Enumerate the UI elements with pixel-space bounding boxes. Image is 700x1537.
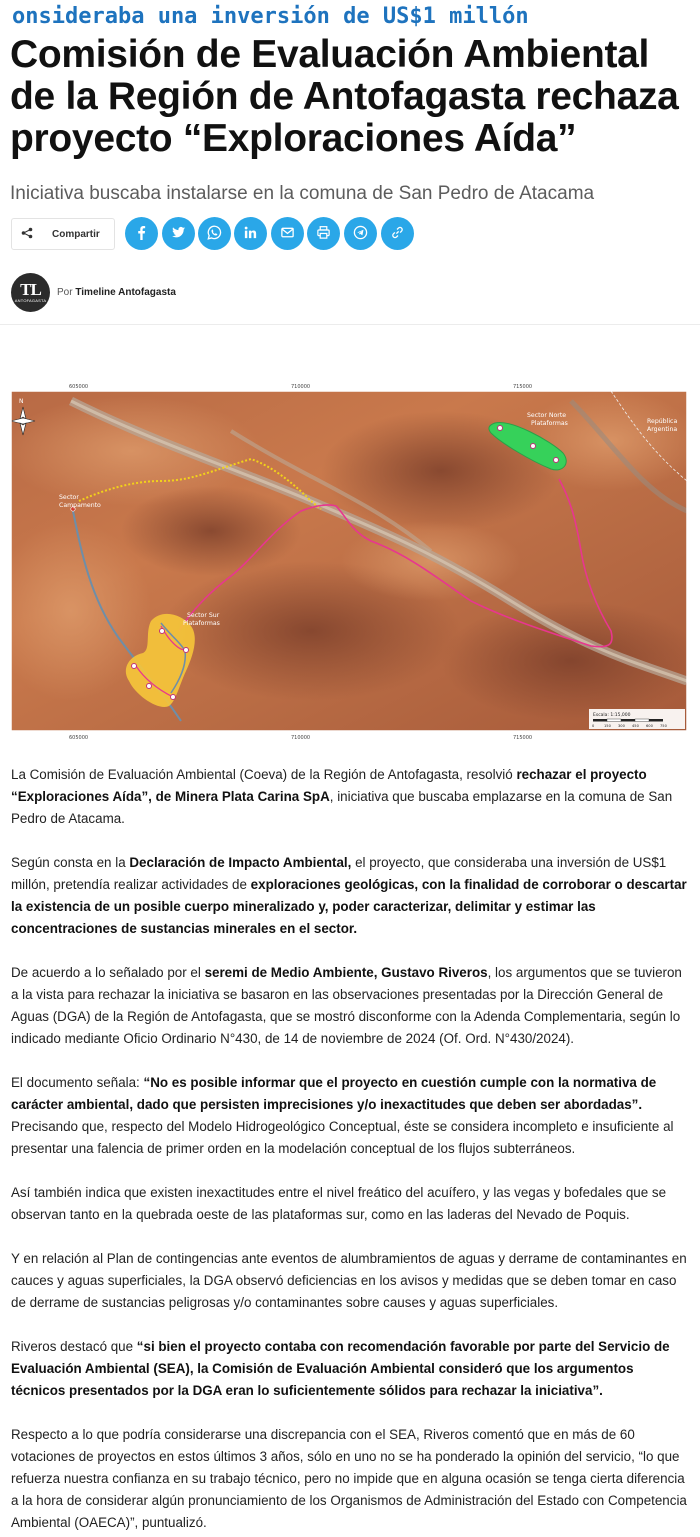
paragraph-8: Respecto a lo que podría considerarse una discrepancia con el SEA, Riveros comentó que en más de 60 votaciones de proyectos en estos últimos 3 años, sólo en uno no se ha ponderado la opinión del servicio, “lo que refuerza nuestra confianza en su trabajo técnico, pero no impide que en alguna ocasión se tenga cierta diferencia a la hora de considerar algún pronunciamiento de los Organismos de Administración del Estado con Competencia Ambiental (OAECA)”, puntualizó. (11, 1427, 687, 1530)
article-headline: Comisión de Evaluación Ambiental de la Región de Antofagasta rechaza proyecto “Exploraciones Aída” (10, 33, 679, 160)
paragraph-2: Según consta en la Declaración de Impacto Ambiental, el proyecto, que consideraba una inversión de US$1 millón, pretendía realizar actividades de exploraciones geológicas, con la finalidad de corroborar o descartar la existencia de un posible cuerpo mineralizado y, poder caracterizar, delimitar y estimar las concentraciones de sustancias minerales en el sector. (11, 855, 687, 936)
linkedin-share-button[interactable] (234, 217, 267, 250)
paragraph-7: Riveros destacó que “si bien el proyecto contaba con recomendación favorable por parte del Servicio de Evaluación Ambiental (SEA), la Comisión de Evaluación Ambiental consideró que los argumentos técnicos presentados por la DGA eran lo suficientemente sólidos para rechazar la iniciativa”. (11, 1339, 670, 1398)
linkedin-icon (243, 225, 258, 243)
telegram-share-button[interactable] (344, 217, 377, 250)
copy-link-button[interactable] (381, 217, 414, 250)
project-map-image (11, 381, 687, 741)
paragraph-6: Y en relación al Plan de contingencias ante eventos de alumbramientos de aguas y derrame de contaminantes en cauces y aguas superficiales, la DGA observó deficiencias en los avisos y medidas que se deben tomar en caso de derrame de sustancias peligrosas y/o contaminantes sobre causes y aguas superficiales. (11, 1251, 687, 1310)
grid-label-top-3: 715000 (513, 384, 533, 390)
email-share-button[interactable] (271, 217, 304, 250)
facebook-icon (134, 225, 149, 243)
print-button[interactable] (307, 217, 340, 250)
byline (57, 287, 176, 298)
scale-tick-4: 600 (646, 724, 653, 728)
facebook-share-button[interactable] (125, 217, 158, 250)
whatsapp-share-button[interactable] (198, 217, 231, 250)
map-scale-bar (589, 709, 685, 729)
paragraph-4: El documento señala: “No es posible informar que el proyecto en cuestión cumple con la normativa de carácter ambiental, dado que persisten imprecisiones y/o inexactitudes que deben ser abordadas”. Precisando que, respecto del Modelo Hidrogeológico Conceptual, éste se considera incompleto e insuficiente al presentar una falencia de primer orden en la modelación conceptual de los flujos subterráneos. (11, 1075, 674, 1156)
scale-tick-2: 300 (618, 724, 625, 728)
email-icon (280, 225, 295, 243)
telegram-icon (353, 225, 368, 243)
grid-label-bottom-1: 605000 (69, 735, 89, 741)
grid-label-top-2: 710000 (291, 384, 311, 390)
author-name-link[interactable]: Timeline Antofagasta (75, 287, 176, 298)
label-sur-2: Plataformas (183, 620, 220, 627)
scale-tick-5: 750 (660, 724, 667, 728)
copy-link-icon (390, 225, 405, 243)
label-argentina-2: Argentina (647, 426, 678, 433)
label-sur-1: Sector Sur (187, 612, 220, 619)
svg-text:N: N (19, 398, 24, 405)
grid-label-top-1: 605000 (69, 384, 89, 390)
share-label: Compartir (52, 228, 100, 240)
scale-tick-3: 450 (632, 724, 639, 728)
share-icon (12, 227, 42, 242)
label-norte-1: Sector Norte (527, 412, 567, 419)
scale-title: Escala: 1:15,000 (593, 713, 631, 718)
label-norte-2: Plataformas (531, 420, 568, 427)
avatar-caption: ANTOFAGASTA (14, 298, 47, 303)
article-subtitle: Iniciativa buscaba instalarse en la comuna de San Pedro de Atacama (10, 183, 595, 204)
label-campamento-1: Sector (59, 494, 79, 501)
ticker-text: onsideraba una inversión de US$1 millón (12, 4, 529, 29)
paragraph-3: De acuerdo a lo señalado por el seremi de Medio Ambiente, Gustavo Riveros, los argumentos que se tuvieron a la vista para rechazar la iniciativa se basaron en las observaciones presentadas por la Dirección General de Aguas (DGA) de la Región de Antofagasta, que se mostró disconforme con la Adenda Complementaria, según lo indicado mediante Oficio Ordinario N°430, de 14 de noviembre de 2024 (Of. Ord. N°430/2024). (11, 965, 682, 1046)
byline-prefix: Por (57, 287, 73, 298)
paragraph-5: Así también indica que existen inexactitudes entre el nivel freático del acuífero, y las vegas y bofedales que se observan tanto en la quebrada oeste de las plataformas sur, como en las laderas del Nevado de Poquis. (11, 1185, 667, 1222)
scale-tick-1: 150 (604, 724, 611, 728)
grid-label-bottom-2: 710000 (291, 735, 311, 741)
share-button[interactable] (11, 218, 115, 250)
article-body (11, 764, 687, 1537)
scale-tick-0: 0 (592, 724, 595, 728)
print-icon (316, 225, 331, 243)
avatar-initials: TL (20, 280, 41, 299)
whatsapp-icon (207, 225, 222, 243)
paragraph-1: La Comisión de Evaluación Ambiental (Coeva) de la Región de Antofagasta, resolvió rechazar el proyecto “Exploraciones Aída”, de Minera Plata Carina SpA, iniciativa que buscaba emplazarse en la comuna de San Pedro de Atacama. (11, 767, 673, 826)
twitter-icon (171, 225, 186, 243)
label-argentina-1: República (647, 418, 678, 425)
author-avatar[interactable] (11, 273, 50, 312)
header-divider (0, 324, 700, 325)
twitter-share-button[interactable] (162, 217, 195, 250)
label-campamento-2: Campamento (59, 502, 101, 509)
grid-label-bottom-3: 715000 (513, 735, 533, 741)
